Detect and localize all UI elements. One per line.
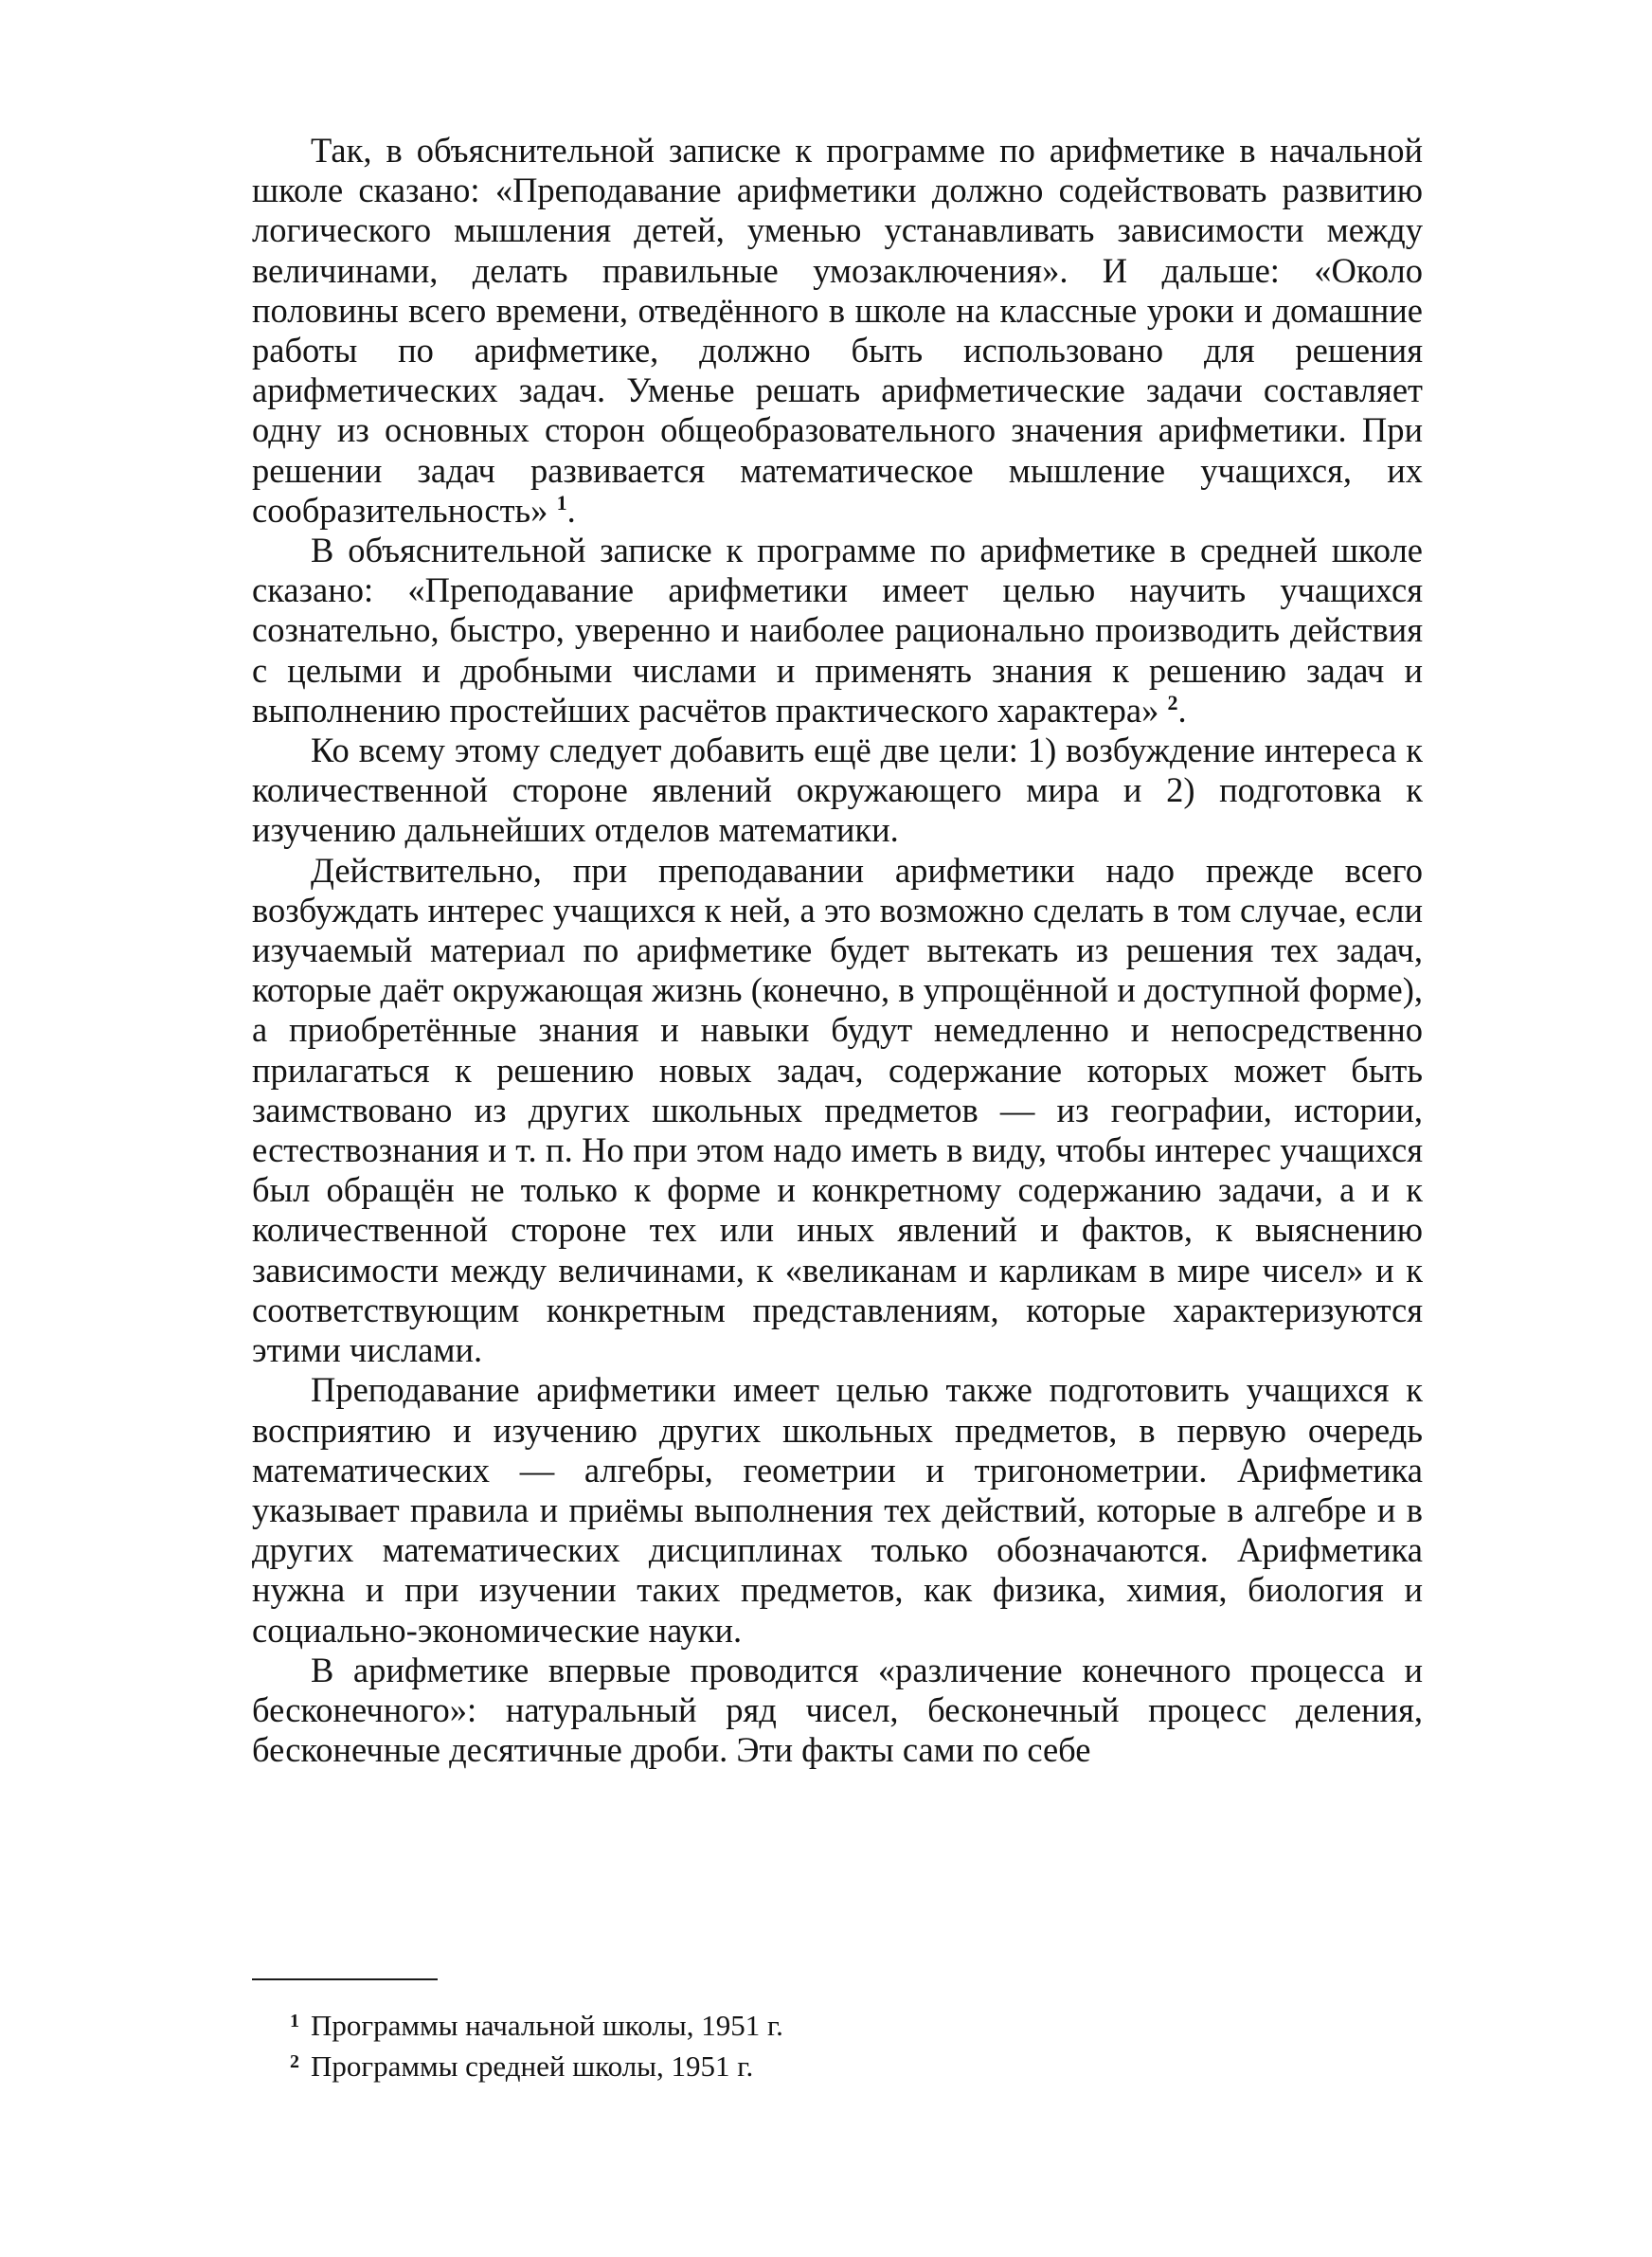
paragraph-2-text: В объяснительной записке к программе по арифметике в средней школе сказано: «Преподавание арифметики имеет целью научить учащихся сознательно, быстро, уверенно и наиболее рационально производить действия с целыми и дробными числами и применять знания к решению задач и выполнению простейших расчётов практического характера» — [252, 531, 1423, 730]
paragraph-2 — [252, 531, 1423, 731]
paragraph-1-tail: . — [566, 490, 576, 530]
footnote-1 — [290, 2003, 1332, 2044]
paragraph-1-text: Так, в объяснительной записке к программе по арифметике в начальной школе сказано: «Преподавание арифметики должно содействовать развитию логического мышления детей, уменью устанавливать зависимости между величинами, делать правильные умозаключения». И дальше: «Около половины всего времени, отведённого в школе на классные уроки и домашние работы по арифметике, должно быть использовано для решения арифметических задач. Уменье решать арифметические задачи составляет одну из основных сторон общеобразовательного значения арифметики. При решении задач развивается математическое мышление учащихся, их сообразительность» — [252, 131, 1423, 530]
footnote-1-mark: 1 — [290, 2011, 299, 2031]
footnote-2-text: Программы средней школы, 1951 г. — [311, 2049, 754, 2083]
footnote-2 — [290, 2044, 1332, 2085]
footnote-2-mark: 2 — [290, 2051, 299, 2072]
paragraph-4: Действительно, при преподавании арифметики надо прежде всего возбуждать интерес учащихся к ней, а это возможно сделать в том случае, если изучаемый материал по арифметике будет вытекать из решения тех задач, которые даёт окружающая жизнь (конечно, в упрощённой и доступной форме), а приобретённые знания и навыки будут немедленно и непосредственно прилагаться к решению новых задач, содержание которых может быть заимствовано из других школьных предметов — из географии, истории, естествознания и т. п. Но при этом надо иметь в виду, чтобы интерес учащихся был обращён не только к форме и конкретному содержанию задачи, а и к количественной стороне тех или иных явлений и фактов, к выяснению зависимости между величинами, к «великанам и карликам в мире чисел» и к соответствующим конкретным представлениям, которые характеризуются этими числами. — [252, 850, 1423, 1370]
footnote-ref-1: 1 — [556, 490, 567, 515]
footnotes — [290, 2003, 1332, 2085]
body-text — [252, 131, 1423, 1770]
footnote-1-text: Программы начальной школы, 1951 г. — [311, 2009, 783, 2042]
paragraph-2-tail: . — [1177, 690, 1187, 730]
footnote-divider — [252, 1978, 438, 1980]
footnote-ref-2: 2 — [1167, 690, 1178, 714]
paragraph-3: Ко всему этому следует добавить ещё две цели: 1) возбуждение интереса к количественной стороне явлений окружающего мира и 2) подготовка к изучению дальнейших отделов математики. — [252, 731, 1423, 850]
paragraph-1 — [252, 131, 1423, 531]
paragraph-6: В арифметике впервые проводится «различение конечного процесса и бесконечного»: натуральный ряд чисел, бесконечный процесс деления, бесконечные десятичные дроби. Эти факты сами по себе — [252, 1650, 1423, 1770]
paragraph-5: Преподавание арифметики имеет целью также подготовить учащихся к восприятию и изучению других школьных предметов, в первую очередь математических — алгебры, геометрии и тригонометрии. Арифметика указывает правила и приёмы выполнения тех действий, которые в алгебре и в других математических дисциплинах только обозначаются. Арифметика нужна и при изучении таких предметов, как физика, химия, биология и социально-экономические науки. — [252, 1370, 1423, 1650]
